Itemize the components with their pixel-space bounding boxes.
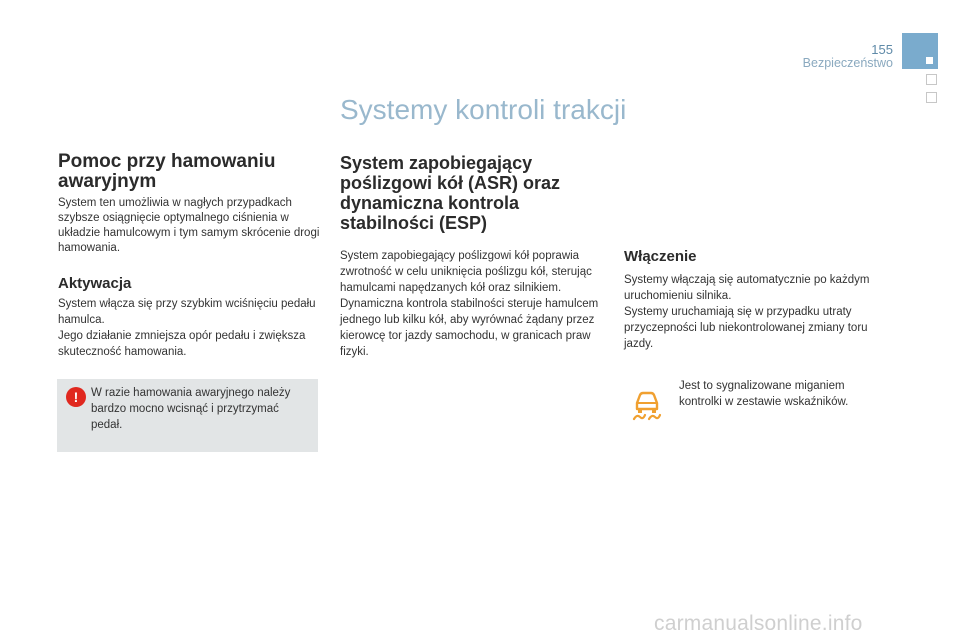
heading-asr-esp: System zapobiegający poślizgowi kół (ASR) oraz dynamiczna kontrola stabilności (ESP) [340, 153, 561, 233]
warning-note-text: W razie hamowania awaryjnego należy bardzo mocno wcisnąć i przytrzymać pedał. [91, 387, 291, 431]
tab-marker-icon [926, 57, 933, 64]
chapter-tab-active[interactable] [902, 33, 938, 69]
heading-aktywacja: Aktywacja [58, 275, 132, 292]
paragraph-aktywacja [58, 296, 320, 360]
paragraph-wlaczenie [624, 272, 886, 352]
asr-line-2: Dynamiczna kontrola stabilności steruje hamulcem jednego lub kilku kół, aby wyrównać żądany przez kierowcę tor jazdy samochodu, w granicach praw fizyki. [340, 298, 599, 358]
heading-wlaczenie: Włączenie [624, 248, 697, 265]
aktywacja-line-1: System włącza się przy szybkim wciśnięciu pedału hamulca. [58, 298, 316, 326]
paragraph-pomoc: System ten umożliwia w nagłych przypadkach szybsze osiągnięcie optymalnego ciśnienia w układzie hamulcowym i tym samym skrócenie drogi hamowania. [58, 197, 320, 254]
watermark: carmanualsonline.info [654, 612, 863, 635]
warning-icon-symbol: ! [73, 389, 79, 405]
chapter-tab[interactable] [926, 92, 937, 103]
aktywacja-line-2: Jego działanie zmniejsza opór pedału i zwiększa skuteczność hamowania. [58, 330, 306, 358]
heading-pomoc: Pomoc przy hamowaniu awaryjnym [58, 151, 276, 192]
wlaczenie-line-2: Systemy uruchamiają się w przypadku utraty przyczepności lub niekontrolowanej zmiany toru jazdy. [624, 306, 868, 350]
section-label: Bezpieczeństwo [802, 56, 893, 70]
wlaczenie-line-1: Systemy włączają się automatycznie po każdym uruchomieniu silnika. [624, 274, 870, 302]
chapter-tab[interactable] [926, 74, 937, 85]
page-number: 155 [871, 42, 893, 57]
esp-warning-lamp-icon [628, 384, 666, 422]
page-title: Systemy kontroli trakcji [340, 94, 627, 125]
warning-icon [66, 387, 86, 407]
paragraph-asr-esp [340, 248, 608, 360]
asr-line-1: System zapobiegający poślizgowi kół poprawia zwrotność w celu uniknięcia poślizgu kół, sterując hamulcami napędzanych kół oraz silnikiem. [340, 250, 592, 294]
lamp-note-text: Jest to sygnalizowane miganiem kontrolki w zestawie wskaźników. [679, 380, 849, 408]
